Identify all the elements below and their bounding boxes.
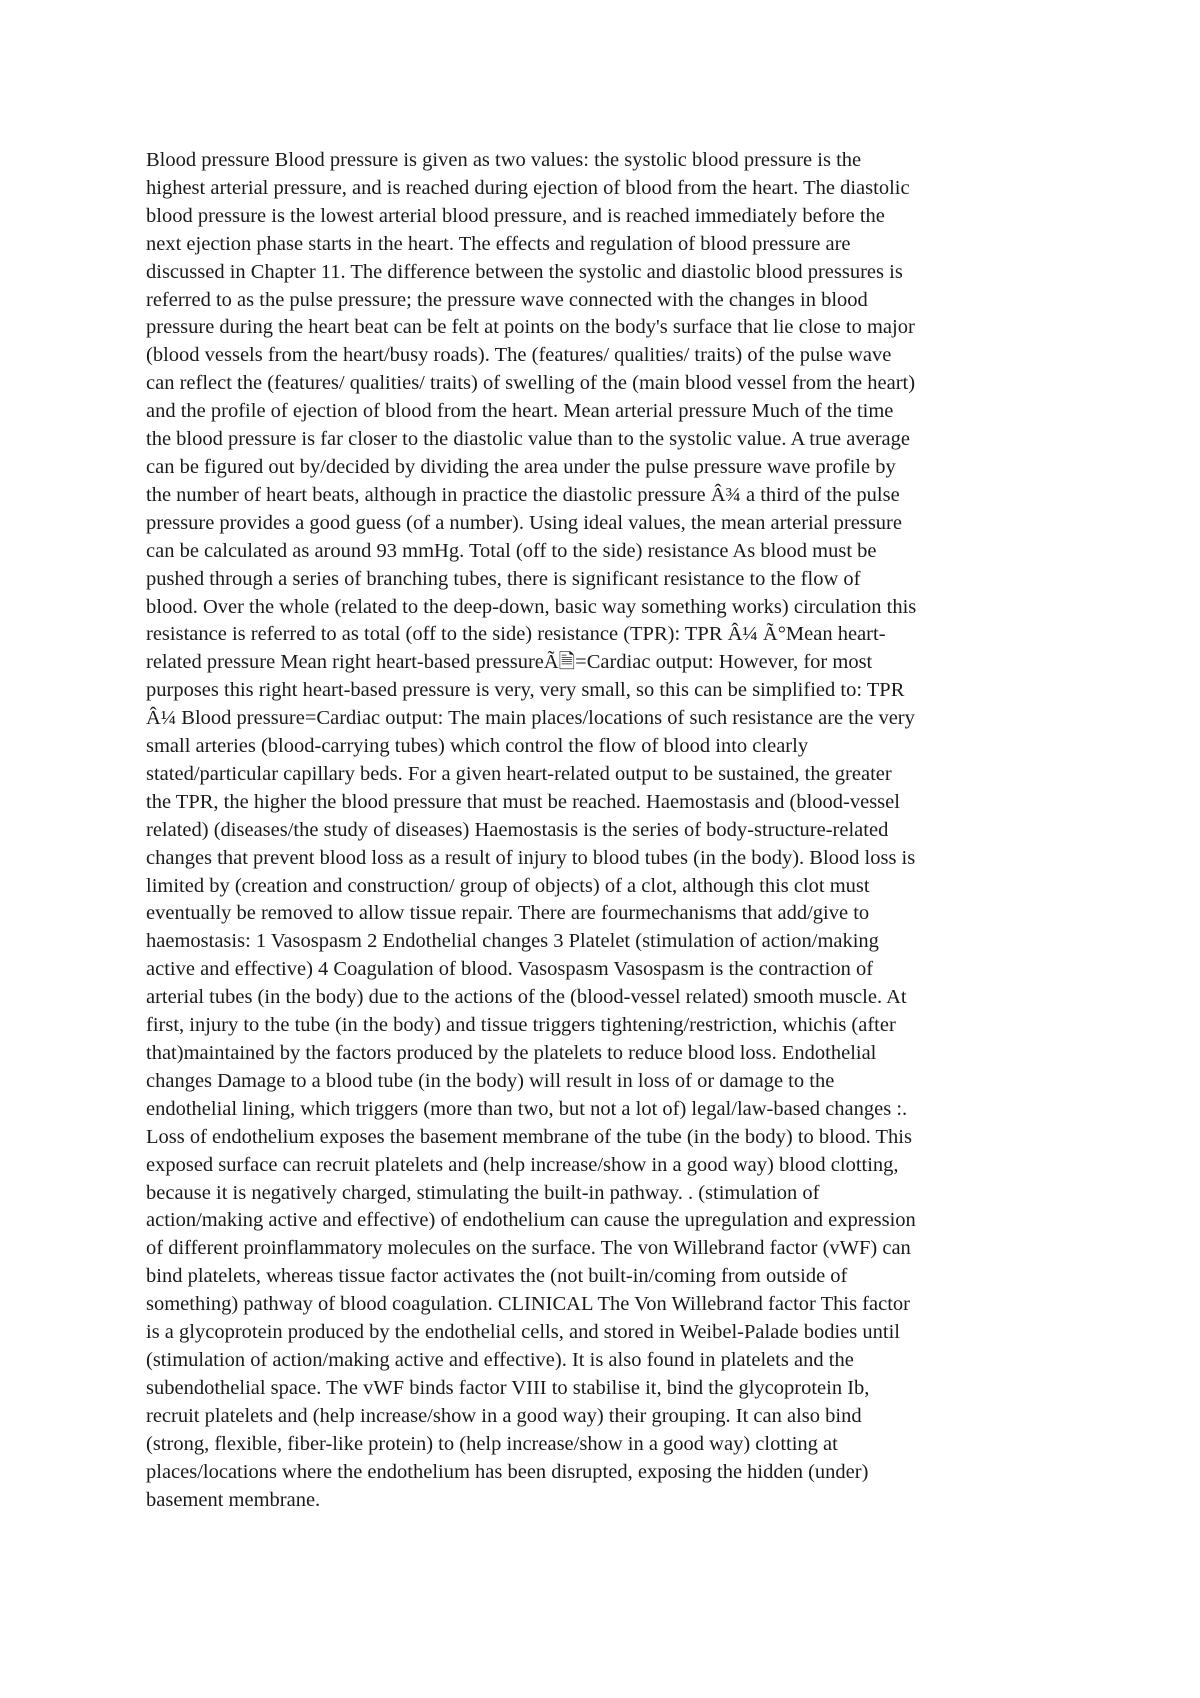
text-line: action/making active and effective) of endothelium can cause the upregulation and expression (146, 1209, 916, 1232)
text-line: (blood vessels from the heart/busy roads). The (features/ qualities/ traits) of the pulse wave (146, 344, 892, 367)
text-line: next ejection phase starts in the heart. The effects and regulation of blood pressure are (146, 232, 851, 255)
text-line: related pressure Mean right heart-based pressureÃ🗎=Cardiac output: However, for most (146, 651, 873, 674)
text-line: can reflect the (features/ qualities/ traits) of swelling of the (main blood vessel from the heart) (146, 372, 916, 395)
text-line: purposes this right heart-based pressure is very, very small, so this can be simplified to: TPR (146, 679, 905, 702)
text-line: that)maintained by the factors produced by the platelets to reduce blood loss. Endothelial (146, 1042, 877, 1064)
text-line: of different proinflammatory molecules on the surface. The von Willebrand factor (vWF) can (146, 1237, 911, 1260)
text-line: recruit platelets and (help increase/show in a good way) their grouping. It can also bind (146, 1404, 862, 1427)
text-line: highest arterial pressure, and is reached during ejection of blood from the heart. The diastolic (146, 176, 910, 199)
text-line: eventually be removed to allow tissue repair. There are fourmechanisms that add/give to (146, 902, 870, 925)
text-line: the TPR, the higher the blood pressure that must be reached. Haemostasis and (blood-vessel (146, 790, 900, 813)
text-line: pressure provides a good guess (of a number). Using ideal values, the mean arterial pressure (146, 511, 902, 534)
text-line: can be calculated as around 93 mmHg. Total (off to the side) resistance As blood must be (146, 539, 877, 562)
text-line: pushed through a series of branching tubes, there is significant resistance to the flow of (146, 567, 861, 590)
text-line: blood. Over the whole (related to the deep-down, basic way something works) circulation this (146, 595, 917, 618)
text-line: active and effective) 4 Coagulation of blood. Vasospasm Vasospasm is the contraction of (146, 958, 874, 981)
text-line: exposed surface can recruit platelets and (help increase/show in a good way) blood clotting, (146, 1153, 899, 1176)
text-line: haemostasis: 1 Vasospasm 2 Endothelial changes 3 Platelet (stimulation of action/making (146, 930, 879, 953)
text-line: changes Damage to a blood tube (in the body) will result in loss of or damage to the (146, 1069, 835, 1092)
text-line: discussed in Chapter 11. The difference between the systolic and diastolic blood pressures is (146, 260, 903, 283)
text-line: (stimulation of action/making active and effective). It is also found in platelets and the (146, 1348, 854, 1371)
text-line: is a glycoprotein produced by the endothelial cells, and stored in Weibel-Palade bodies until (146, 1321, 900, 1344)
text-line: because it is negatively charged, stimulating the built-in pathway. . (stimulation of (146, 1181, 820, 1204)
text-line: Loss of endothelium exposes the basement membrane of the tube (in the body) to blood. This (146, 1125, 912, 1148)
text-line: basement membrane. (146, 1488, 321, 1511)
text-line: changes that prevent blood loss as a result of injury to blood tubes (in the body). Blood loss is (146, 846, 916, 869)
text-line: something) pathway of blood coagulation. CLINICAL The Von Willebrand factor This factor (146, 1293, 910, 1316)
text-line: stated/particular capillary beds. For a given heart-related output to be sustained, the greater (146, 762, 892, 785)
text-line: can be figured out by/decided by dividing the area under the pulse pressure wave profile by (146, 455, 896, 478)
text-line: the number of heart beats, although in practice the diastolic pressure Â¾ a third of the pulse (146, 483, 900, 506)
text-line: referred to as the pulse pressure; the pressure wave connected with the changes in blood (146, 288, 868, 311)
text-line: (strong, flexible, fiber-like protein) to (help increase/show in a good way) clotting at (146, 1432, 838, 1455)
text-line: endothelial lining, which triggers (more than two, but not a lot of) legal/law-based changes :. (146, 1097, 908, 1120)
text-line: resistance is referred to as total (off to the side) resistance (TPR): TPR Â¼ Ã°Mean heart- (146, 623, 886, 646)
text-line: and the profile of ejection of blood from the heart. Mean arterial pressure Much of the time (146, 400, 894, 423)
text-line: limited by (creation and construction/ group of objects) of a clot, although this clot must (146, 874, 870, 897)
text-line: places/locations where the endothelium has been disrupted, exposing the hidden (under) (146, 1460, 869, 1483)
text-line: Blood pressure Blood pressure is given as two values: the systolic blood pressure is the (146, 149, 862, 171)
text-line: small arteries (blood-carrying tubes) which control the flow of blood into clearly (146, 735, 809, 758)
text-line: related) (diseases/the study of diseases) Haemostasis is the series of body-structure-related (146, 818, 889, 841)
text-line: blood pressure is the lowest arterial blood pressure, and is reached immediately before the (146, 204, 885, 227)
text-line: arterial tubes (in the body) due to the actions of the (blood-vessel related) smooth muscle. At (146, 986, 907, 1009)
text-line: Â¼ Blood pressure=Cardiac output: The main places/locations of such resistance are the very (146, 707, 915, 730)
text-line: subendothelial space. The vWF binds factor VIII to stabilise it, bind the glycoprotein Ib, (146, 1376, 870, 1399)
text-line: the blood pressure is far closer to the diastolic value than to the systolic value. A true average (146, 428, 910, 451)
text-line: pressure during the heart beat can be felt at points on the body's surface that lie close to major (146, 316, 915, 339)
body-text (146, 147, 1066, 1514)
text-line: first, injury to the tube (in the body) and tissue triggers tightening/restriction, whichis (after (146, 1014, 896, 1037)
text-line: bind platelets, whereas tissue factor activates the (not built-in/coming from outside of (146, 1265, 848, 1288)
